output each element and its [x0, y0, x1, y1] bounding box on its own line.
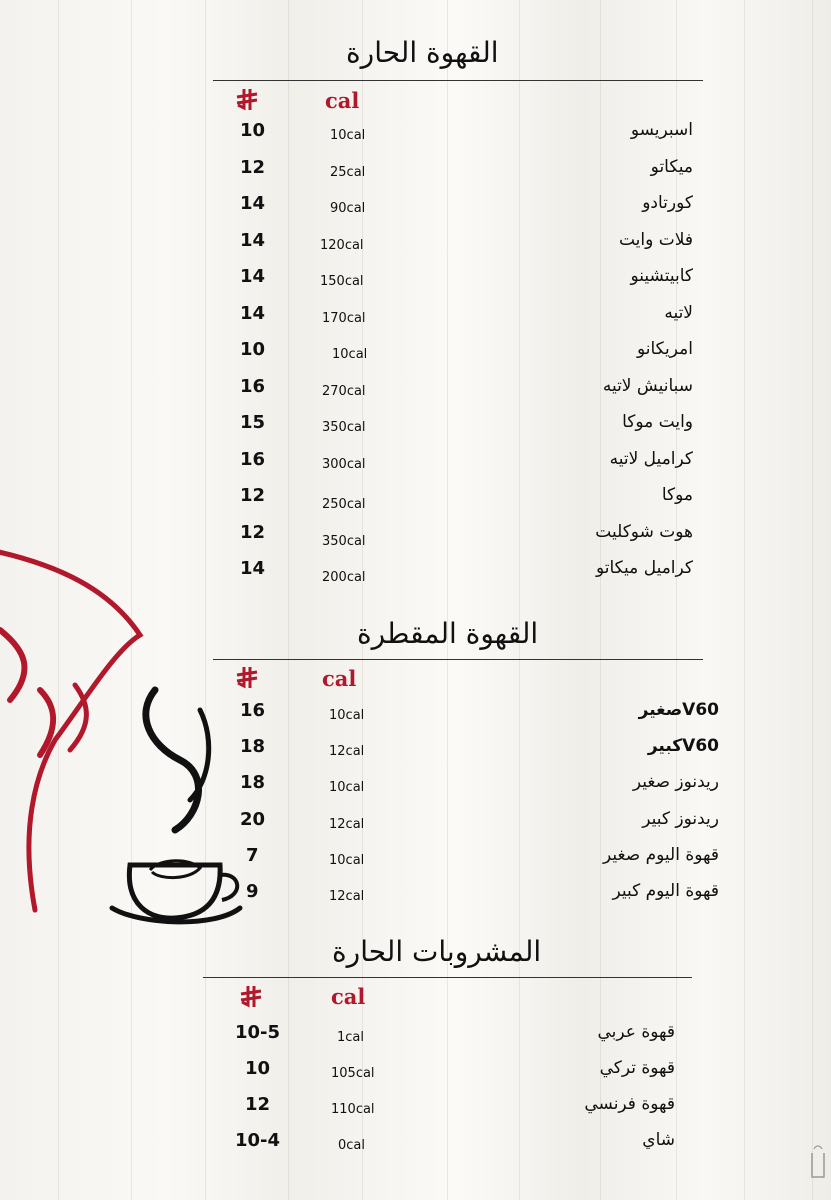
menu-item-name: قهوة اليوم كبير — [612, 881, 719, 901]
menu-item-calories: 300cal — [322, 457, 366, 472]
menu-item-row — [0, 845, 719, 875]
riyal-symbol-icon — [240, 985, 262, 1015]
menu-item-name: امريكانو — [636, 339, 693, 359]
section-divider — [213, 659, 703, 660]
menu-item-row — [0, 881, 719, 911]
section-divider — [213, 80, 703, 81]
menu-item-name: ريدنوز كبير — [642, 809, 719, 829]
menu-item-price: 10 — [240, 339, 266, 360]
menu-item-calories: 1cal — [337, 1030, 364, 1045]
menu-item-name: V60كبير — [647, 736, 719, 756]
menu-item-price: 14 — [240, 558, 266, 579]
menu-item-price: 14 — [240, 266, 266, 287]
cup-outline-icon — [808, 1143, 828, 1183]
menu-item-calories: 170cal — [322, 311, 366, 326]
menu-item-price: 15 — [240, 412, 266, 433]
menu-item-calories: 350cal — [322, 420, 366, 435]
menu-item-price: 14 — [240, 193, 266, 214]
menu-item-price: 18 — [240, 736, 266, 757]
menu-item-calories: 10cal — [330, 128, 366, 143]
riyal-symbol-icon — [236, 88, 258, 118]
menu-item-row — [0, 376, 693, 406]
menu-item-name: لاتيه — [664, 303, 693, 323]
menu-item-name: اسبريسو — [630, 120, 693, 140]
menu-item-name: كورتادو — [642, 193, 693, 213]
calories-header: cal — [325, 88, 360, 113]
menu-item-calories: 0cal — [338, 1138, 365, 1153]
menu-item-calories: 200cal — [322, 570, 366, 585]
menu-item-price: 12 — [245, 1094, 271, 1115]
menu-item-name: سبانيش لاتيه — [602, 376, 693, 396]
menu-item-name: شاي — [642, 1130, 675, 1150]
menu-item-row — [0, 412, 693, 442]
menu-item-price: 7 — [246, 845, 259, 866]
menu-item-row — [0, 230, 693, 260]
menu-item-price: 12 — [240, 157, 266, 178]
section-title: القهوة الحارة — [346, 36, 499, 69]
menu-item-name: كراميل ميكاتو — [595, 558, 693, 578]
menu-item-calories: 110cal — [331, 1102, 375, 1117]
menu-item-name: ريدنوز صغير — [632, 772, 719, 792]
menu-item-price: 9 — [246, 881, 259, 902]
menu-item-row — [0, 522, 693, 552]
menu-item-calories: 12cal — [329, 744, 365, 759]
menu-item-name: ميكاتو — [650, 157, 693, 177]
menu-item-price: 14 — [240, 230, 266, 251]
menu-item-row — [0, 1022, 675, 1052]
menu-item-row — [0, 193, 693, 223]
menu-item-row — [0, 1094, 675, 1124]
menu-item-row — [0, 449, 693, 479]
menu-item-price: 16 — [240, 449, 266, 470]
menu-item-row — [0, 157, 693, 187]
menu-item-name: كراميل لاتيه — [609, 449, 693, 469]
menu-item-price: 20 — [240, 809, 266, 830]
menu-item-row — [0, 736, 719, 766]
menu-item-calories: 150cal — [320, 274, 364, 289]
menu-item-price: 10 — [240, 120, 266, 141]
menu-item-name: قهوة فرنسي — [584, 1094, 675, 1114]
menu-item-name: وايت موكا — [622, 412, 693, 432]
menu-item-calories: 350cal — [322, 534, 366, 549]
menu-item-row — [0, 1130, 675, 1160]
menu-item-name: هوت شوكليت — [595, 522, 693, 542]
menu-item-row — [0, 485, 693, 515]
menu-item-name: V60صغير — [638, 700, 719, 720]
menu-item-calories: 90cal — [330, 201, 366, 216]
menu-item-row — [0, 700, 719, 730]
menu-item-calories: 12cal — [329, 889, 365, 904]
menu-item-row — [0, 558, 693, 588]
menu-item-calories: 10cal — [332, 347, 368, 362]
menu-item-row — [0, 303, 693, 333]
menu-item-price: 12 — [240, 522, 266, 543]
menu-item-row — [0, 120, 693, 150]
menu-item-price: 10 — [245, 1058, 271, 1079]
menu-item-calories: 250cal — [322, 497, 366, 512]
menu-item-row — [0, 266, 693, 296]
menu-item-row — [0, 809, 719, 839]
menu-item-calories: 25cal — [330, 165, 366, 180]
menu-item-price: 18 — [240, 772, 266, 793]
calories-header: cal — [331, 984, 366, 1009]
calories-header: cal — [322, 666, 357, 691]
menu-item-calories: 105cal — [331, 1066, 375, 1081]
menu-item-row — [0, 772, 719, 802]
menu-item-calories: 10cal — [329, 708, 365, 723]
menu-item-row — [0, 1058, 675, 1088]
menu-item-name: موكا — [661, 485, 693, 505]
section-title: القهوة المقطرة — [357, 617, 539, 650]
menu-item-price: 14 — [240, 303, 266, 324]
menu-item-name: قهوة عربي — [597, 1022, 675, 1042]
menu-item-price: 10-4 — [235, 1130, 281, 1151]
menu-item-calories: 10cal — [329, 853, 365, 868]
menu-item-calories: 10cal — [329, 780, 365, 795]
menu-item-name: قهوة تركي — [599, 1058, 675, 1078]
menu-item-calories: 120cal — [320, 238, 364, 253]
menu-item-calories: 12cal — [329, 817, 365, 832]
menu-item-calories: 270cal — [322, 384, 366, 399]
menu-item-name: قهوة اليوم صغير — [603, 845, 719, 865]
menu-item-row — [0, 339, 693, 369]
riyal-symbol-icon — [236, 666, 258, 696]
menu-item-name: كابيتشينو — [630, 266, 693, 286]
menu-item-price: 12 — [240, 485, 266, 506]
section-title: المشروبات الحارة — [332, 935, 542, 968]
menu-item-name: فلات وايت — [618, 230, 693, 250]
menu-item-price: 16 — [240, 376, 266, 397]
menu-item-price: 16 — [240, 700, 266, 721]
menu-item-price: 10-5 — [235, 1022, 281, 1043]
section-divider — [203, 977, 692, 978]
